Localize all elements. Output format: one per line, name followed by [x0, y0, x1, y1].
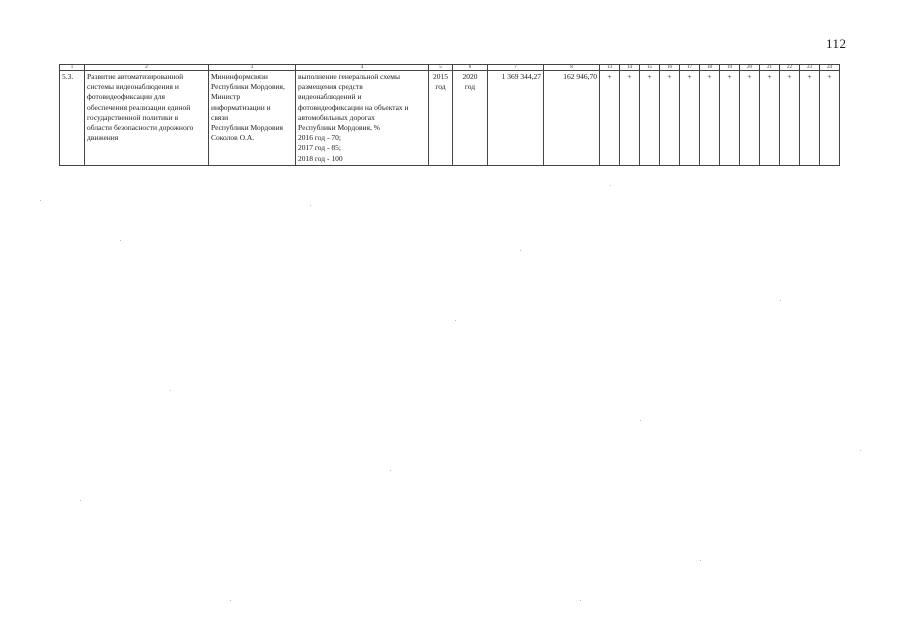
column-number: 22 [780, 65, 800, 71]
plus-mark: + [600, 71, 620, 166]
funding-part: 162 946,70 [544, 71, 600, 166]
column-number: 23 [800, 65, 820, 71]
column-number: 21 [760, 65, 780, 71]
plus-mark: + [820, 71, 840, 166]
column-number: 7 [488, 65, 544, 71]
column-number: 18 [700, 65, 720, 71]
funding-total: 1 369 344,27 [488, 71, 544, 166]
column-number: 3 [209, 65, 296, 71]
column-number: 1 [60, 65, 85, 71]
row-number: 5.3. [60, 71, 85, 166]
responsible-executor: Мининформсвязи Республики Мордовия, Министр информатизации и связи Республики Мордовия Соколов О.А. [209, 71, 296, 166]
plus-mark: + [660, 71, 680, 166]
column-number: 5 [429, 65, 453, 71]
page-number: 112 [826, 36, 847, 51]
plus-mark: + [620, 71, 640, 166]
column-number: 8 [544, 65, 600, 71]
plus-mark: + [780, 71, 800, 166]
plus-mark: + [720, 71, 740, 166]
plus-mark: + [740, 71, 760, 166]
plus-mark: + [800, 71, 820, 166]
column-number: 20 [740, 65, 760, 71]
plus-mark: + [700, 71, 720, 166]
column-number: 13 [600, 65, 620, 71]
column-number: 2 [85, 65, 209, 71]
table-row [60, 71, 840, 166]
column-number: 15 [640, 65, 660, 71]
plus-mark: + [640, 71, 660, 166]
plus-mark: + [680, 71, 700, 166]
column-number: 19 [720, 65, 740, 71]
target-indicator: выполнение генеральной схемы размещения средств видеонаблюдений и фотовидеофиксации на объектах и автомобильных дорогах Республики Мордовия, % 2016 год - 70; 2017 год - 85; 2018 год - 100 [296, 71, 429, 166]
column-number: 17 [680, 65, 700, 71]
column-number: 24 [820, 65, 840, 71]
column-number: 14 [620, 65, 640, 71]
column-number: 16 [660, 65, 680, 71]
column-number: 4 [296, 65, 429, 71]
activity-name: Развитие автоматизированной системы видеонаблюдения и фотовидеофиксации для обеспечения реализации единой государственной политики в области безопасности дорожного движения [85, 71, 209, 166]
end-year: 2020 год [453, 71, 488, 166]
column-number: 6 [453, 65, 488, 71]
program-table [59, 64, 840, 166]
start-year: 2015 год [429, 71, 453, 166]
plus-mark: + [760, 71, 780, 166]
